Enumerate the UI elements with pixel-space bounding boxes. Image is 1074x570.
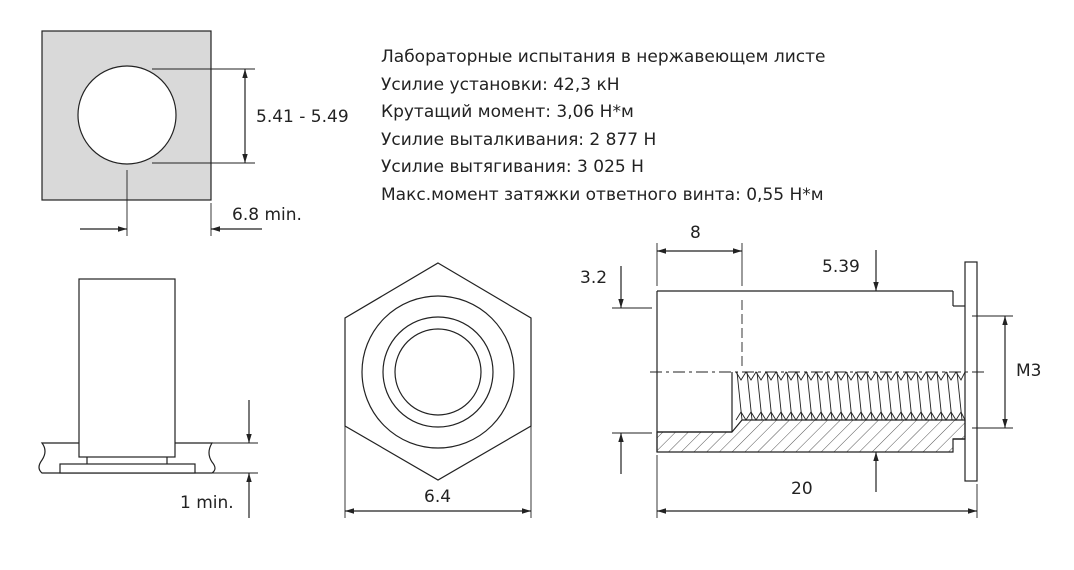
- test-results-block: [381, 44, 941, 209]
- thread-size-label: M3: [1016, 361, 1042, 381]
- section-view: [580, 223, 1041, 518]
- mounting-hole-view: [42, 31, 349, 236]
- head-height-label: 3.2: [580, 268, 608, 288]
- shank-diameter-label: 5.39: [822, 257, 860, 277]
- overall-length-label: 20: [791, 479, 813, 499]
- thread-depth-label: 8: [690, 223, 701, 243]
- hex-width-label: 6.4: [424, 487, 452, 507]
- section-hatch: [657, 420, 965, 452]
- spec-max-screw-torque: Макс.момент затяжки ответного винта: 0,55 Н*м: [381, 184, 824, 205]
- hole-diameter-label: 5.41 - 5.49: [256, 107, 349, 127]
- edge-distance-label: 6.8 min.: [232, 205, 302, 225]
- spec-pullout-force: Усилие вытягивания: 3 025 Н: [381, 157, 644, 177]
- installed-side-view: [39, 279, 258, 518]
- fastener-flange: [60, 464, 195, 473]
- spec-pushout-force: Усилие выталкивания: 2 877 Н: [381, 129, 657, 150]
- hex-top-view: [345, 263, 531, 518]
- sheet-thickness-label: 1 min.: [180, 493, 234, 513]
- spec-installation-force: Усилие установки: 42,3 кН: [381, 74, 620, 95]
- mounting-hole: [78, 66, 176, 164]
- fastener-body: [79, 279, 175, 457]
- spec-torque: Крутащий момент: 3,06 Н*м: [381, 102, 634, 122]
- thread-teeth: [736, 372, 965, 420]
- test-results-title: Лабораторные испытания в нержавеющем листе: [381, 47, 826, 67]
